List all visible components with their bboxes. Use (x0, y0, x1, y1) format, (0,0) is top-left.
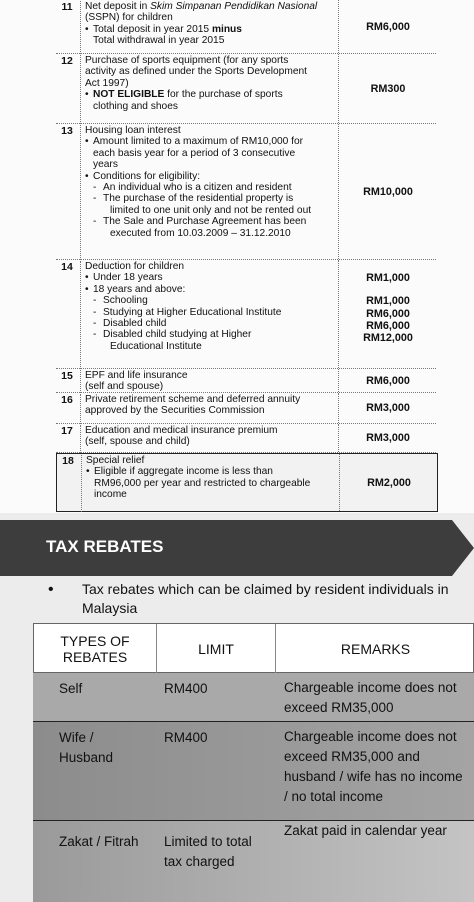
relief-amount: RM3,000 (338, 424, 437, 452)
relief-number: 11 (61, 1, 73, 13)
rebate-row-spouse (33, 722, 474, 820)
relief-row-11 (56, 0, 436, 54)
relief-amount: RM6,000 (366, 308, 410, 320)
relief-number: 15 (61, 370, 73, 382)
relief-line: - Schooling (85, 295, 335, 306)
relief-row-13 (56, 124, 436, 260)
rebate-row-zakat (33, 821, 474, 902)
relief-description (80, 425, 335, 453)
relief-line: Net deposit in Skim Simpanan Pendidikan Nasional (85, 1, 318, 12)
intro-text: Tax rebates which can be claimed by resident individuals in Malaysia (82, 581, 449, 616)
relief-amount: RM10,000 (338, 124, 437, 259)
relief-line: Private retirement scheme and deferred annuity (85, 394, 301, 405)
relief-description (80, 394, 335, 424)
relief-row-14 (56, 260, 436, 369)
relief-line: Housing loan interest (85, 125, 181, 136)
relief-number: 16 (61, 394, 73, 406)
relief-description (80, 55, 335, 124)
relief-amount: RM300 (338, 54, 437, 123)
relief-number: 17 (61, 425, 73, 437)
relief-line: RM96,000 per year and restricted to chargeable (94, 477, 311, 489)
relief-amount: RM6,000 (338, 369, 437, 392)
relief-amount: RM2,000 (339, 454, 438, 511)
relief-line: Deduction for children (85, 261, 185, 272)
rebate-type: Zakat / Fitrah (59, 834, 139, 849)
relief-line: Act 1997) (85, 77, 129, 89)
relief-line: (self, spouse and child) (85, 436, 190, 448)
relief-amounts (338, 260, 437, 368)
bullet-marker: • (48, 581, 54, 598)
relief-amount: RM6,000 (366, 320, 410, 332)
relief-line: - Disabled child (85, 318, 335, 329)
relief-line: • Under 18 years (85, 272, 335, 283)
relief-line: - The purchase of the residential property is (85, 193, 335, 204)
relief-line: approved by the Securities Commission (85, 405, 265, 417)
relief-description (80, 125, 335, 260)
header-types: TYPES OF REBATES (60, 633, 130, 665)
rebate-limit: RM400 (164, 730, 208, 745)
relief-line: limited to one unit only and not be rented out (110, 204, 312, 216)
relief-line: • Eligible if aggregate income is less than (86, 466, 336, 477)
relief-description (81, 455, 336, 512)
relief-amount: RM3,000 (338, 393, 437, 423)
relief-line: • Total deposit in year 2015 minus (85, 24, 335, 35)
section-title: TAX REBATES (46, 537, 164, 556)
relief-line: - Disabled child studying at Higher (85, 329, 335, 340)
relief-row-18 (56, 453, 438, 512)
relief-line: income (94, 489, 127, 501)
relief-row-15 (56, 369, 436, 393)
relief-row-17 (56, 424, 436, 453)
relief-line: EPF and life insurance (85, 370, 188, 381)
relief-line: • Amount limited to a maximum of RM10,000 for (85, 136, 335, 147)
rebate-remarks: Chargeable income does not exceed RM35,000 (284, 680, 457, 715)
relief-number: 12 (61, 55, 73, 67)
relief-description (80, 370, 335, 393)
relief-line: • NOT ELIGIBLE for the purchase of sports (85, 89, 335, 100)
relief-line: (self and spouse) (85, 381, 164, 393)
relief-amount: RM1,000 (366, 295, 410, 307)
relief-line: Special relief (86, 455, 145, 466)
relief-row-12 (56, 54, 436, 124)
rebate-limit: Limited to total tax charged (164, 834, 252, 869)
relief-line: Total withdrawal in year 2015 (93, 35, 225, 47)
rebate-type: Wife / Husband (59, 730, 114, 765)
relief-line: years (93, 159, 118, 171)
relief-number: 14 (61, 261, 73, 273)
relief-amount: RM6,000 (338, 0, 437, 53)
relief-line: clothing and shoes (93, 100, 178, 112)
relief-row-16 (56, 393, 436, 424)
relief-line: - An individual who is a citizen and resident (85, 182, 335, 193)
rebate-type: Self (59, 681, 83, 696)
relief-description (80, 261, 335, 369)
relief-line: activity as defined under the Sports Development (85, 66, 307, 78)
relief-line: each basis year for a period of 3 consecutive (93, 147, 296, 159)
relief-line: executed from 10.03.2009 – 31.12.2010 (110, 227, 291, 239)
relief-number: 13 (61, 125, 73, 137)
rebate-remarks: Chargeable income does not exceed RM35,000 and husband / wife has no income / no total income (284, 729, 463, 804)
relief-line: Education and medical insurance premium (85, 425, 278, 436)
relief-line: • 18 years and above: (85, 284, 335, 295)
rebates-table (33, 623, 474, 902)
relief-amount: RM12,000 (363, 332, 413, 344)
relief-description (80, 1, 335, 54)
relief-line: - The Sale and Purchase Agreement has been (85, 216, 335, 227)
header-remarks: REMARKS (340, 641, 411, 657)
relief-line: - Studying at Higher Educational Institute (85, 307, 335, 318)
rebates-header-row (33, 623, 474, 673)
rebate-limit: RM400 (164, 681, 208, 696)
header-limit: LIMIT (198, 641, 234, 657)
rebate-remarks: Zakat paid in calendar year (284, 823, 447, 838)
rebate-row-self (33, 673, 474, 721)
section-banner (0, 520, 474, 576)
relief-line: Educational Institute (110, 340, 202, 352)
relief-line: Purchase of sports equipment (for any sports (85, 55, 289, 66)
relief-number: 18 (62, 455, 74, 467)
relief-line: • Conditions for eligibility: (85, 171, 335, 182)
relief-line: (SSPN) for children (85, 12, 173, 24)
relief-amount: RM1,000 (366, 272, 410, 284)
